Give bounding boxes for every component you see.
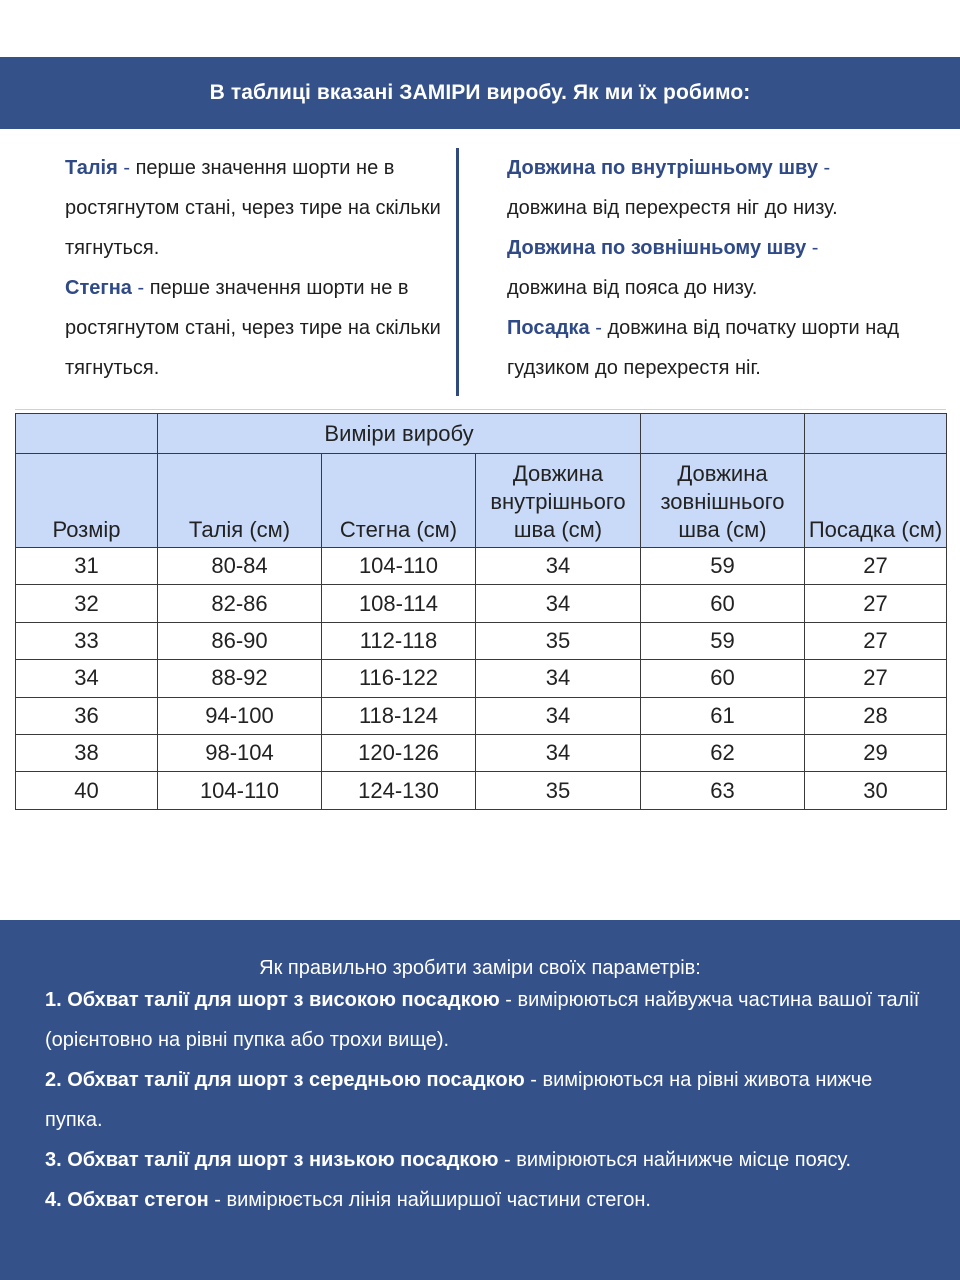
tip-title: 3. Обхват талії для шорт з низькою посадкою [45,1149,499,1171]
cell-waist: 88-92 [158,660,322,697]
column-header-size: Розмір [16,454,158,548]
cell-hips: 104-110 [322,548,476,585]
column-divider [456,148,459,396]
note-term: Посадка [507,317,590,339]
guide-tip [45,1060,925,1140]
column-header-waist: Талія (см) [158,454,322,548]
cell-size: 40 [16,772,158,809]
note-term: Талія [65,157,118,179]
cell-rise: 27 [805,622,947,659]
tip-text: - вимірюються найнижче місце поясу. [498,1149,852,1171]
note-hips [65,268,445,388]
cell-outseam: 62 [641,734,805,771]
column-header-rise: Посадка (см) [805,454,947,548]
header-banner [0,57,960,129]
cell-waist: 98-104 [158,734,322,771]
note-waist [65,148,445,268]
cell-outseam: 60 [641,660,805,697]
note-rise [507,308,947,388]
guide-tip [45,1140,925,1180]
group-header-empty [16,414,158,454]
column-header-outseam: Довжина зовнішнього шва (см) [641,454,805,548]
cell-waist: 80-84 [158,548,322,585]
cell-waist: 82-86 [158,585,322,622]
guide-tips-list [45,980,925,1220]
cell-hips: 118-124 [322,697,476,734]
group-header-label: Виміри виробу [158,414,641,454]
tip-title: 2. Обхват талії для шорт з середньою посадкою [45,1069,525,1091]
cell-inseam: 34 [476,548,641,585]
measuring-guide-panel [0,920,960,1280]
table-row [16,660,947,697]
cell-waist: 86-90 [158,622,322,659]
cell-hips: 120-126 [322,734,476,771]
cell-size: 38 [16,734,158,771]
cell-waist: 104-110 [158,772,322,809]
cell-rise: 27 [805,548,947,585]
cell-rise: 27 [805,660,947,697]
note-dash: - [823,157,831,179]
banner-title: В таблиці вказані ЗАМІРИ виробу. Як ми їх робимо: [209,81,751,104]
table-row [16,697,947,734]
table-row [16,734,947,771]
cell-rise: 30 [805,772,947,809]
guide-heading: Як правильно зробити заміри своїх параметрів: [259,957,701,979]
table-top-gridline [15,409,946,410]
note-term: Довжина по зовнішньому шву [507,237,807,259]
column-header-hips: Стегна (см) [322,454,476,548]
cell-size: 34 [16,660,158,697]
table-row [16,548,947,585]
cell-outseam: 61 [641,697,805,734]
table-row [16,772,947,809]
cell-inseam: 35 [476,622,641,659]
measurement-notes [0,148,960,398]
cell-rise: 29 [805,734,947,771]
cell-inseam: 34 [476,697,641,734]
tip-text: - вимірюються найвужча частина вашої талії (орієнтовно на рівні пупка або трохи вище). [45,989,920,1051]
tip-title: 1. Обхват талії для шорт з високою посадкою [45,989,500,1011]
note-dash: - [595,317,602,339]
group-header-empty [805,414,947,454]
cell-size: 31 [16,548,158,585]
notes-left-column [65,148,445,388]
note-text: перше значення шорти не в ростягнутом стані, через тире на скільки тягнуться. [65,157,441,259]
note-term: Довжина по внутрішньому шву [507,157,818,179]
cell-hips: 124-130 [322,772,476,809]
cell-hips: 112-118 [322,622,476,659]
group-header-empty [641,414,805,454]
cell-inseam: 34 [476,585,641,622]
note-text: довжина від початку шорти над гудзиком до перехрестя ніг. [507,317,900,379]
note-dash: - [123,157,131,179]
cell-outseam: 59 [641,622,805,659]
cell-outseam: 60 [641,585,805,622]
cell-rise: 28 [805,697,947,734]
cell-size: 32 [16,585,158,622]
tip-title: 4. Обхват стегон [45,1189,209,1211]
cell-inseam: 34 [476,734,641,771]
cell-outseam: 59 [641,548,805,585]
cell-size: 36 [16,697,158,734]
note-text: довжина від пояса до низу. [507,277,758,299]
tip-text: - вимірюється лінія найширшої частини стегон. [208,1189,651,1211]
note-dash: - [137,277,145,299]
note-text: довжина від перехрестя ніг до низу. [507,197,838,219]
cell-hips: 108-114 [322,585,476,622]
table-column-header-row [16,454,947,548]
guide-tip [45,980,925,1060]
cell-waist: 94-100 [158,697,322,734]
note-outseam [507,228,947,308]
cell-rise: 27 [805,585,947,622]
column-header-inseam: Довжина внутрішнього шва (см) [476,454,641,548]
tip-text: - вимірюються на рівні живота нижче пупка. [45,1069,873,1131]
note-dash: - [811,237,819,259]
guide-tip [45,1180,925,1220]
note-term: Стегна [65,277,132,299]
cell-inseam: 34 [476,660,641,697]
cell-inseam: 35 [476,772,641,809]
size-chart-table [15,413,947,810]
cell-hips: 116-122 [322,660,476,697]
cell-size: 33 [16,622,158,659]
note-text: перше значення шорти не в ростягнутом стані, через тире на скільки тягнуться. [65,277,441,379]
table-group-header-row [16,414,947,454]
note-inseam [507,148,947,228]
cell-outseam: 63 [641,772,805,809]
notes-right-column [507,148,947,388]
table-row [16,622,947,659]
table-row [16,585,947,622]
